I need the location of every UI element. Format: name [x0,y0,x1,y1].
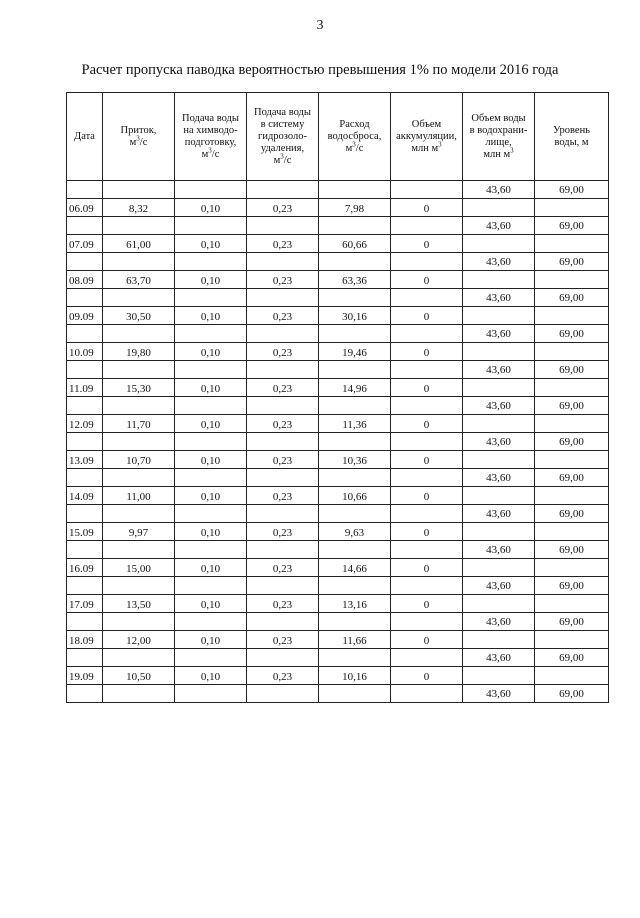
cell-empty [463,595,535,613]
cell-empty [463,667,535,685]
cell-empty [391,397,463,415]
cell-empty [103,613,175,631]
table-row [67,595,609,613]
cell-accumulation: 0 [391,559,463,577]
cell-empty [391,541,463,559]
cell-empty [175,685,247,703]
cell-level: 69,00 [535,649,609,667]
header-volume: Объем воды в водохрани- лище, млн $м^3$ [463,93,535,181]
table-row-result [67,469,609,487]
cell-empty [391,469,463,487]
cell-discharge: 10,66 [319,487,391,505]
cell-empty [535,343,609,361]
cell-empty [463,523,535,541]
header-inflow: Приток, $м^3/с$ [103,93,175,181]
table-row-result [67,505,609,523]
cell-empty [319,397,391,415]
table-row [67,343,609,361]
cell-discharge: 30,16 [319,307,391,325]
cell-chem-supply: 0,10 [175,343,247,361]
cell-empty [463,235,535,253]
cell-ash-supply: 0,23 [247,487,319,505]
cell-empty [463,199,535,217]
cell-inflow: 15,00 [103,559,175,577]
cell-accumulation: 0 [391,235,463,253]
cell-ash-supply: 0,23 [247,631,319,649]
flood-table [66,92,609,703]
table-row [67,559,609,577]
header-row [67,93,609,181]
cell-empty [67,397,103,415]
cell-empty [391,433,463,451]
cell-empty [319,577,391,595]
cell-accumulation: 0 [391,487,463,505]
cell-date: 19.09 [67,667,103,685]
cell-empty [175,289,247,307]
cell-empty [103,469,175,487]
cell-volume: 43,60 [463,541,535,559]
cell-empty [535,271,609,289]
cell-empty [103,649,175,667]
table-row [67,199,609,217]
header-chem-supply: Подача воды на химводо- подготовку, $м^3/с$ [175,93,247,181]
cell-level: 69,00 [535,613,609,631]
cell-empty [463,631,535,649]
cell-empty [319,649,391,667]
cell-volume: 43,60 [463,289,535,307]
cell-empty [391,505,463,523]
table-row-result [67,541,609,559]
header-level: Уровень воды, м [535,93,609,181]
cell-empty [67,505,103,523]
table-row-result [67,649,609,667]
cell-empty [319,289,391,307]
cell-chem-supply: 0,10 [175,559,247,577]
cell-level: 69,00 [535,433,609,451]
cell-chem-supply: 0,10 [175,523,247,541]
cell-empty [175,397,247,415]
cell-date: 18.09 [67,631,103,649]
cell-empty [67,433,103,451]
cell-empty [175,649,247,667]
cell-empty [247,505,319,523]
cell-empty [319,469,391,487]
cell-inflow: 30,50 [103,307,175,325]
cell-date: 16.09 [67,559,103,577]
cell-empty [67,217,103,235]
cell-inflow: 13,50 [103,595,175,613]
cell-volume: 43,60 [463,685,535,703]
cell-level: 69,00 [535,505,609,523]
cell-level: 69,00 [535,325,609,343]
cell-empty [535,667,609,685]
cell-empty [103,397,175,415]
table-row-result [67,361,609,379]
cell-chem-supply: 0,10 [175,415,247,433]
cell-empty [175,433,247,451]
cell-empty [463,343,535,361]
cell-empty [463,379,535,397]
header-discharge: Расход водосброса, $м^3/с$ [319,93,391,181]
cell-discharge: 9,63 [319,523,391,541]
table-row [67,235,609,253]
cell-empty [247,613,319,631]
cell-discharge: 10,36 [319,451,391,469]
cell-inflow: 63,70 [103,271,175,289]
cell-accumulation: 0 [391,271,463,289]
cell-empty [247,541,319,559]
cell-empty [319,325,391,343]
cell-ash-supply: 0,23 [247,415,319,433]
cell-inflow: 12,00 [103,631,175,649]
cell-empty [247,685,319,703]
cell-empty [103,505,175,523]
table-row [67,523,609,541]
cell-empty [247,397,319,415]
cell-date: 08.09 [67,271,103,289]
table-row-result [67,217,609,235]
cell-empty [247,469,319,487]
cell-empty [67,685,103,703]
cell-date: 13.09 [67,451,103,469]
cell-volume: 43,60 [463,217,535,235]
table-row [67,415,609,433]
cell-discharge: 7,98 [319,199,391,217]
cell-ash-supply: 0,23 [247,595,319,613]
cell-level: 69,00 [535,541,609,559]
cell-empty [463,451,535,469]
cell-inflow: 8,32 [103,199,175,217]
cell-empty [391,253,463,271]
cell-empty [67,577,103,595]
cell-discharge: 14,96 [319,379,391,397]
cell-ash-supply: 0,23 [247,271,319,289]
table-row-result [67,253,609,271]
cell-empty [103,361,175,379]
cell-empty [67,649,103,667]
cell-chem-supply: 0,10 [175,199,247,217]
table-row [67,307,609,325]
cell-empty [67,541,103,559]
cell-empty [535,415,609,433]
table-row [67,487,609,505]
cell-inflow: 9,97 [103,523,175,541]
cell-chem-supply: 0,10 [175,235,247,253]
table-row [67,451,609,469]
cell-empty [391,217,463,235]
cell-empty [463,415,535,433]
cell-empty [103,577,175,595]
cell-chem-supply: 0,10 [175,379,247,397]
cell-inflow: 15,30 [103,379,175,397]
cell-empty [535,379,609,397]
table-row [67,271,609,289]
table-row [67,631,609,649]
cell-inflow: 11,00 [103,487,175,505]
cell-empty [103,433,175,451]
cell-volume: 43,60 [463,469,535,487]
cell-date: 09.09 [67,307,103,325]
cell-empty [103,541,175,559]
cell-ash-supply: 0,23 [247,307,319,325]
cell-volume: 43,60 [463,577,535,595]
cell-ash-supply: 0,23 [247,667,319,685]
cell-empty [463,271,535,289]
cell-empty [535,451,609,469]
cell-empty [247,361,319,379]
cell-empty [463,559,535,577]
cell-ash-supply: 0,23 [247,523,319,541]
cell-discharge: 19,46 [319,343,391,361]
cell-level: 69,00 [535,397,609,415]
cell-empty [535,487,609,505]
cell-empty [67,253,103,271]
cell-empty [535,595,609,613]
cell-chem-supply: 0,10 [175,595,247,613]
table-row-result [67,397,609,415]
cell-chem-supply: 0,10 [175,451,247,469]
cell-empty [175,469,247,487]
cell-empty [67,361,103,379]
cell-empty [391,325,463,343]
cell-date: 15.09 [67,523,103,541]
cell-level: 69,00 [535,361,609,379]
cell-empty [175,505,247,523]
cell-accumulation: 0 [391,523,463,541]
cell-accumulation: 0 [391,379,463,397]
cell-empty [247,325,319,343]
cell-date: 10.09 [67,343,103,361]
cell-ash-supply: 0,23 [247,379,319,397]
cell-ash-supply: 0,23 [247,559,319,577]
header-ash-supply: Подача воды в систему гидрозоло- удаления, $м^3/с$ [247,93,319,181]
cell-empty [319,361,391,379]
cell-date: 06.09 [67,199,103,217]
cell-discharge: 11,66 [319,631,391,649]
cell-empty [319,253,391,271]
cell-inflow: 61,00 [103,235,175,253]
header-date: Дата [67,93,103,181]
cell-empty [391,649,463,667]
cell-empty [535,307,609,325]
cell-empty [535,199,609,217]
cell-accumulation: 0 [391,199,463,217]
cell-inflow: 10,50 [103,667,175,685]
cell-chem-supply: 0,10 [175,307,247,325]
cell-empty [247,217,319,235]
cell-empty [175,541,247,559]
cell-chem-supply: 0,10 [175,487,247,505]
table-row [67,379,609,397]
cell-empty [535,523,609,541]
cell-date: 12.09 [67,415,103,433]
cell-level: 69,00 [535,577,609,595]
table-row [67,667,609,685]
cell-volume: 43,60 [463,505,535,523]
table-body [67,181,609,703]
cell-accumulation: 0 [391,415,463,433]
header-accumulation: Объем аккумуляции, млн $м^3$ [391,93,463,181]
cell-ash-supply: 0,23 [247,451,319,469]
cell-inflow: 10,70 [103,451,175,469]
cell-discharge: 10,16 [319,667,391,685]
initial-row [67,181,609,199]
cell-empty [391,685,463,703]
cell-volume: 43,60 [463,613,535,631]
cell-empty [319,217,391,235]
cell-empty [319,505,391,523]
cell-ash-supply: 0,23 [247,235,319,253]
cell-volume: 43,60 [463,253,535,271]
table-row-result [67,325,609,343]
cell-discharge: 13,16 [319,595,391,613]
table-row-result [67,577,609,595]
cell-volume: 43,60 [463,325,535,343]
cell-accumulation: 0 [391,307,463,325]
cell-volume: 43,60 [463,649,535,667]
cell-inflow: 11,70 [103,415,175,433]
cell-empty [103,217,175,235]
cell-empty [247,253,319,271]
cell-empty [175,325,247,343]
cell-empty [175,361,247,379]
cell-discharge: 11,36 [319,415,391,433]
cell-empty [391,289,463,307]
cell-empty [175,613,247,631]
cell-empty [247,289,319,307]
initial-level: 69,00 [535,181,609,199]
cell-empty [67,469,103,487]
cell-empty [67,325,103,343]
table-row-result [67,433,609,451]
cell-empty [247,649,319,667]
cell-empty [535,559,609,577]
cell-level: 69,00 [535,685,609,703]
cell-date: 14.09 [67,487,103,505]
cell-ash-supply: 0,23 [247,343,319,361]
cell-empty [175,253,247,271]
cell-empty [463,307,535,325]
table-row-result [67,685,609,703]
cell-volume: 43,60 [463,433,535,451]
cell-level: 69,00 [535,217,609,235]
cell-empty [67,289,103,307]
cell-ash-supply: 0,23 [247,199,319,217]
cell-accumulation: 0 [391,595,463,613]
cell-empty [247,577,319,595]
cell-empty [391,577,463,595]
cell-empty [67,613,103,631]
cell-discharge: 14,66 [319,559,391,577]
cell-empty [103,253,175,271]
cell-empty [391,361,463,379]
cell-volume: 43,60 [463,397,535,415]
cell-discharge: 63,36 [319,271,391,289]
cell-date: 17.09 [67,595,103,613]
cell-chem-supply: 0,10 [175,667,247,685]
cell-accumulation: 0 [391,343,463,361]
cell-empty [247,433,319,451]
cell-accumulation: 0 [391,667,463,685]
cell-date: 07.09 [67,235,103,253]
cell-level: 69,00 [535,289,609,307]
cell-discharge: 60,66 [319,235,391,253]
initial-volume: 43,60 [463,181,535,199]
cell-chem-supply: 0,10 [175,271,247,289]
cell-empty [103,685,175,703]
cell-date: 11.09 [67,379,103,397]
cell-empty [319,685,391,703]
cell-empty [319,433,391,451]
cell-empty [319,613,391,631]
cell-level: 69,00 [535,469,609,487]
cell-empty [175,217,247,235]
cell-empty [463,487,535,505]
page-number: 3 [316,18,324,33]
cell-empty [103,325,175,343]
cell-empty [319,541,391,559]
cell-volume: 43,60 [463,361,535,379]
cell-empty [103,289,175,307]
cell-empty [391,613,463,631]
cell-inflow: 19,80 [103,343,175,361]
table-row-result [67,289,609,307]
cell-accumulation: 0 [391,451,463,469]
cell-empty [535,235,609,253]
cell-empty [535,631,609,649]
cell-level: 69,00 [535,253,609,271]
document-title: Расчет пропуска паводка вероятностью превышения 1% по модели 2016 года [81,62,559,78]
cell-accumulation: 0 [391,631,463,649]
cell-chem-supply: 0,10 [175,631,247,649]
table-row-result [67,613,609,631]
cell-empty [175,577,247,595]
